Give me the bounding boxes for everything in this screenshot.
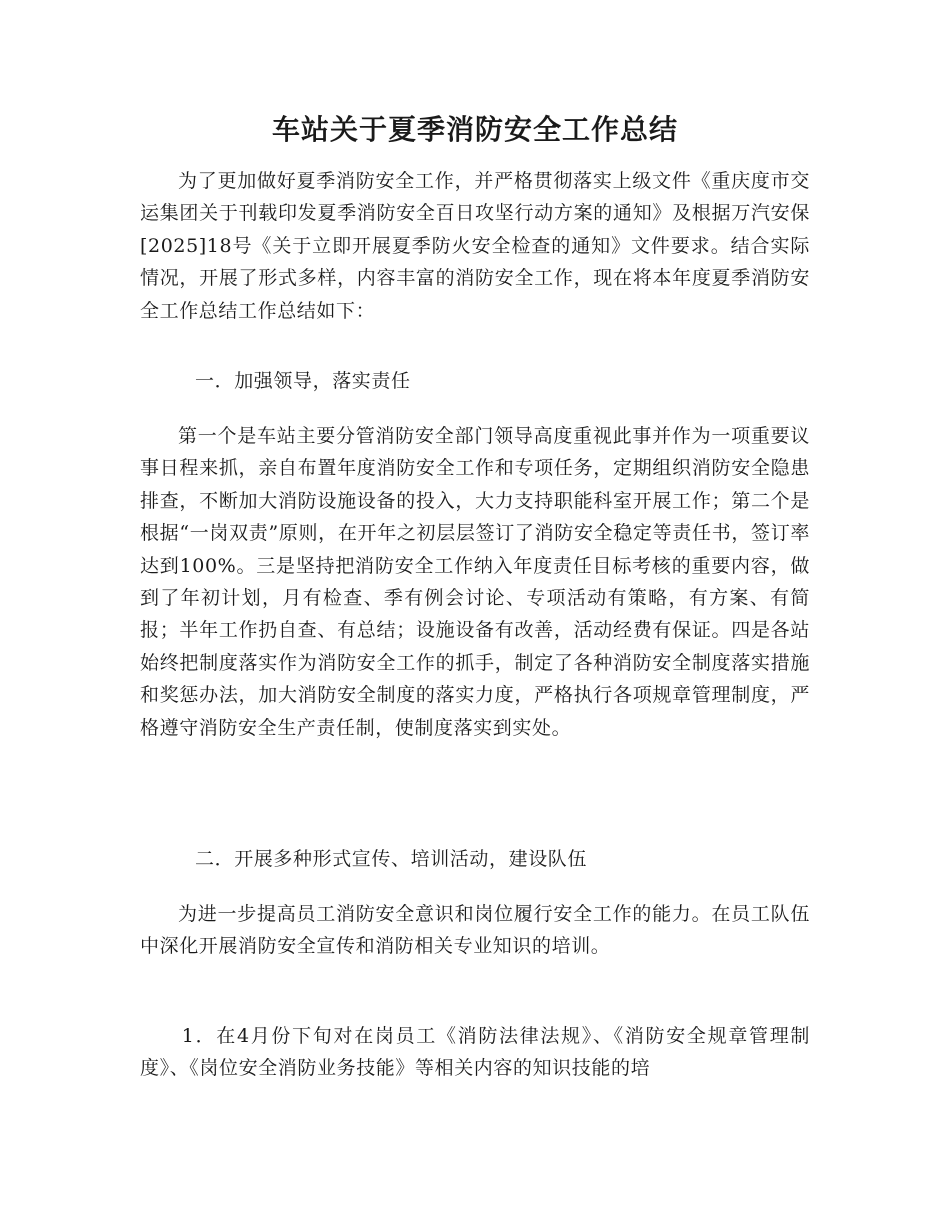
document-title: 车站关于夏季消防安全工作总结 <box>271 113 678 146</box>
section-2-body: 为进一步提高员工消防安全意识和岗位履行安全工作的能力。在员工队伍中深化开展消防安全宣传和消防相关专业知识的培训。 <box>140 903 810 958</box>
section-2-heading: 二．开展多种形式宣传、培训活动，建设队伍 <box>195 848 588 870</box>
section-1-body: 第一个是车站主要分管消防安全部门领导高度重视此事并作为一项重要议事日程来抓，亲自布置年度消防安全工作和专项任务，定期组织消防安全隐患排查，不断加大消防设施设备的投入，大力支持职能科室开展工作；第二个是根据“一岗双责”原则，在开年之初层层签订了消防安全稳定等责任书，签订率达到100%。三是坚持把消防安全工作纳入年度责任目标考核的重要内容，做到了年初计划，月有检查、季有例会讨论、专项活动有策略，有方案、有简报；半年工作扔自查、有总结；设施设备有改善，活动经费有保证。四是各站始终把制度落实作为消防安全工作的抓手，制定了各种消防安全制度落实措施和奖惩办法，加大消防安全制度的落实力度，严格执行各项规章管理制度，严格遵守消防安全生产责任制，使制度落实到实处。 <box>140 425 810 739</box>
list-item-1: 1．在4月份下旬对在岗员工《消防法律法规》、《消防安全规章管理制度》、《岗位安全消防业务技能》等相关内容的知识技能的培 <box>140 1025 810 1080</box>
intro-paragraph: 为了更加做好夏季消防安全工作，并严格贯彻落实上级文件《重庆度市交运集团关于刊载印发夏季消防安全百日攻坚行动方案的通知》及根据万汽安保[2025]18号《关于立即开展夏季防火安全检查的通知》文件要求。结合实际情况，开展了形式多样，内容丰富的消防安全工作，现在将本年度夏季消防安全工作总结工作总结如下： <box>140 170 810 322</box>
section-1-heading: 一．加强领导，落实责任 <box>195 370 411 392</box>
